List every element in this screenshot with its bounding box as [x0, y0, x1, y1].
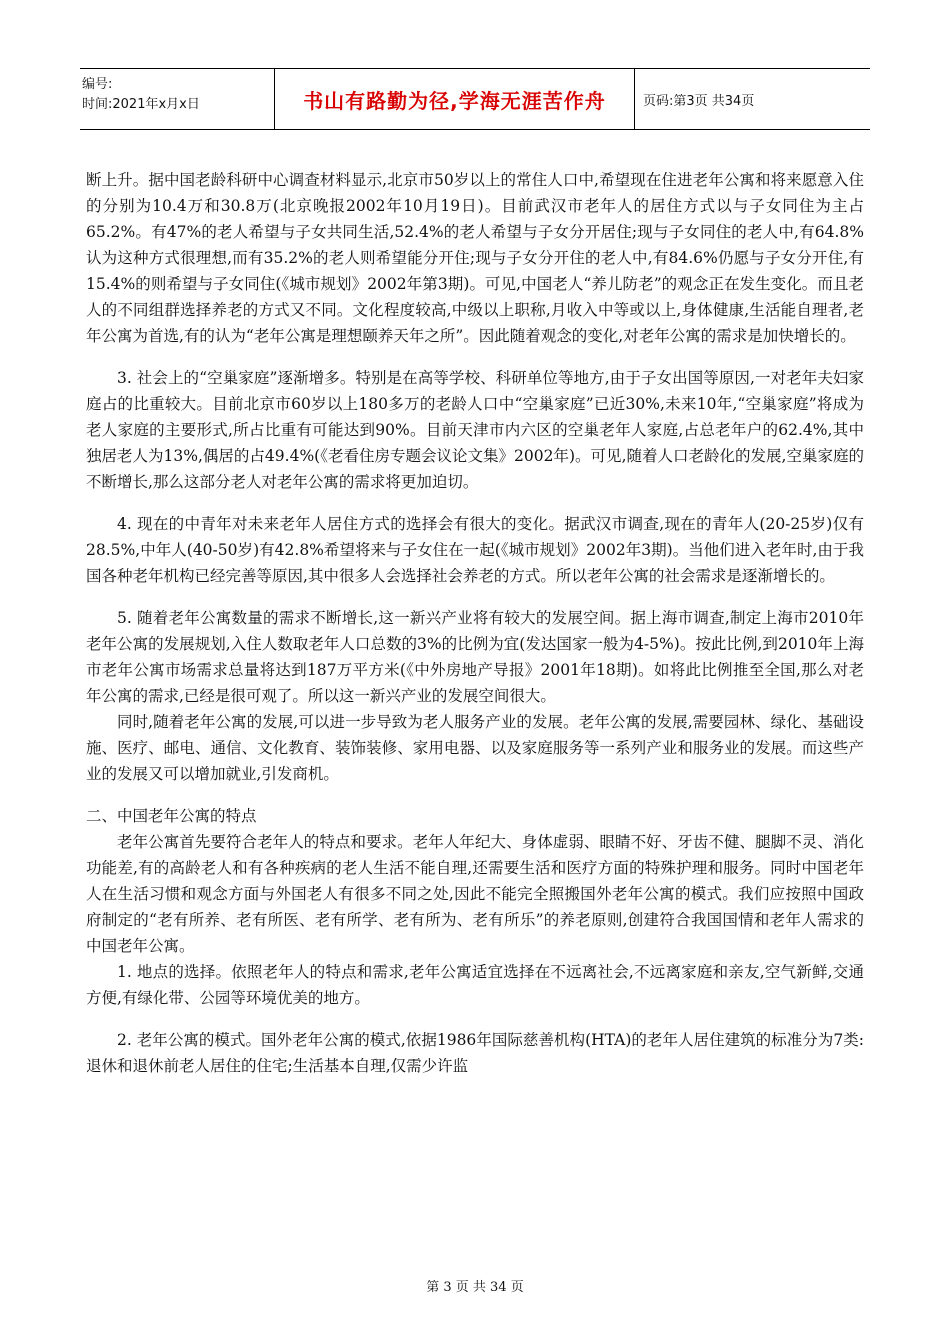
- header-motto: 书山有路勤为径,学海无涯苦作舟: [303, 88, 606, 113]
- header-meta: [80, 69, 275, 129]
- paragraph: 1. 地点的选择。依照老年人的特点和需求,老年公寓适宜选择在不远离社会,不远离家庭和亲友,空气新鲜,交通方便,有绿化带、公园等环境优美的地方。: [86, 963, 864, 1007]
- paragraph: 同时,随着老年公寓的发展,可以进一步导致为老人服务产业的发展。老年公寓的发展,需要园林、绿化、基础设施、医疗、邮电、通信、文化教育、装饰装修、家用电器、以及家庭服务等一系列产业和服务业的发展。而这些产业的发展又可以增加就业,引发商机。: [86, 713, 864, 783]
- document-date-label: 时间:2021年x月x日: [82, 97, 200, 112]
- paragraph: 3. 社会上的“空巢家庭”逐渐增多。特别是在高等学校、科研单位等地方,由于子女出国等原因,一对老年夫妇家庭占的比重较大。目前北京市60岁以上180多万的老龄人口中“空巢家庭”已近30%,未来10年,“空巢家庭”将成为老人家庭的主要形式,所占比重有可能达到90%。目前天津市内六区的空巢老年人家庭,占总老年户的62.4%,其中独居老人为13%,偶居的占49.4%(《老看住房专题会议论文集》2002年)。可见,随着人口老龄化的发展,空巢家庭的不断增长,那么这部分老人对老年公寓的需求将更加迫切。: [86, 369, 864, 491]
- paragraph: 2. 老年公寓的模式。国外老年公寓的模式,依据1986年国际慈善机构(HTA)的老年人居住建筑的标准分为7类:退休和退休前老人居住的住宅;生活基本自理,仅需少许监: [86, 1031, 864, 1075]
- paragraph: 5. 随着老年公寓数量的需求不断增长,这一新兴产业将有较大的发展空间。据上海市调查,制定上海市2010年老年公寓的发展规划,入住人数取老年人口总数的3%的比例为宜(发达国家一般为4-5%)。按此比例,到2010年上海市老年公寓市场需求总量将达到187万平方米(《中外房地产导报》2001年18期)。如将此比例推至全国,那么对老年公寓的需求,已经是很可观了。所以这一新兴产业的发展空间很大。: [86, 609, 864, 705]
- paragraph: 4. 现在的中青年对未来老年人居住方式的选择会有很大的变化。据武汉市调查,现在的青年人(20-25岁)仅有28.5%,中年人(40-50岁)有42.8%希望将来与子女住在一起(《城市规划》2002年3期)。当他们进入老年时,由于我国各种老年机构已经完善等原因,其中很多人会选择社会养老的方式。所以老年公寓的社会需求是逐渐增长的。: [86, 515, 864, 585]
- header-motto-cell: [275, 69, 635, 129]
- header-page-info-cell: [635, 69, 870, 129]
- page-header: [80, 68, 870, 130]
- page-footer: [0, 1276, 950, 1295]
- document-body: [86, 167, 864, 1079]
- paragraph: 断上升。据中国老龄科研中心调查材料显示,北京市50岁以上的常住人口中,希望现在住进老年公寓和将来愿意入住的分别为10.4万和30.8万(北京晚报2002年10月19日)。目前武汉市老年人的居住方式以与子女同住为主占65.2%。有47%的老人希望与子女共同生活,52.4%的老人希望与子女分开居住;现与子女同住的老人中,有64.8%认为这种方式很理想,而有35.2%的老人则希望能分开住;现与子女分开住的老人中,有84.6%仍愿与子女分开住,有15.4%的则希望与子女同住(《城市规划》2002年第3期)。可见,中国老人“养儿防老”的观念正在发生变化。而且老人的不同组群选择养老的方式又不同。文化程度较高,中级以上职称,月收入中等或以上,身体健康,生活能自理者,老年公寓为首选,有的认为“老年公寓是理想颐养天年之所”。因此随着观念的变化,对老年公寓的需求是加快增长的。: [86, 171, 864, 345]
- document-number-label: 编号:: [82, 77, 113, 92]
- section-heading: 二、中国老年公寓的特点: [86, 807, 257, 825]
- paragraph: 老年公寓首先要符合老年人的特点和要求。老年人年纪大、身体虚弱、眼睛不好、牙齿不健、腿脚不灵、消化功能差,有的高龄老人和有各种疾病的老人生活不能自理,还需要生活和医疗方面的特殊护理和服务。同时中国老年人在生活习惯和观念方面与外国老人有很多不同之处,因此不能完全照搬国外老年公寓的模式。我们应按照中国政府制定的“老有所养、老有所医、老有所学、老有所为、老有所乐”的养老原则,创建符合我国国情和老年人需求的中国老年公寓。: [86, 833, 864, 955]
- footer-page-number: 第 3 页 共 34 页: [426, 1280, 524, 1295]
- header-page-info: 页码:第3页 共34页: [643, 93, 755, 109]
